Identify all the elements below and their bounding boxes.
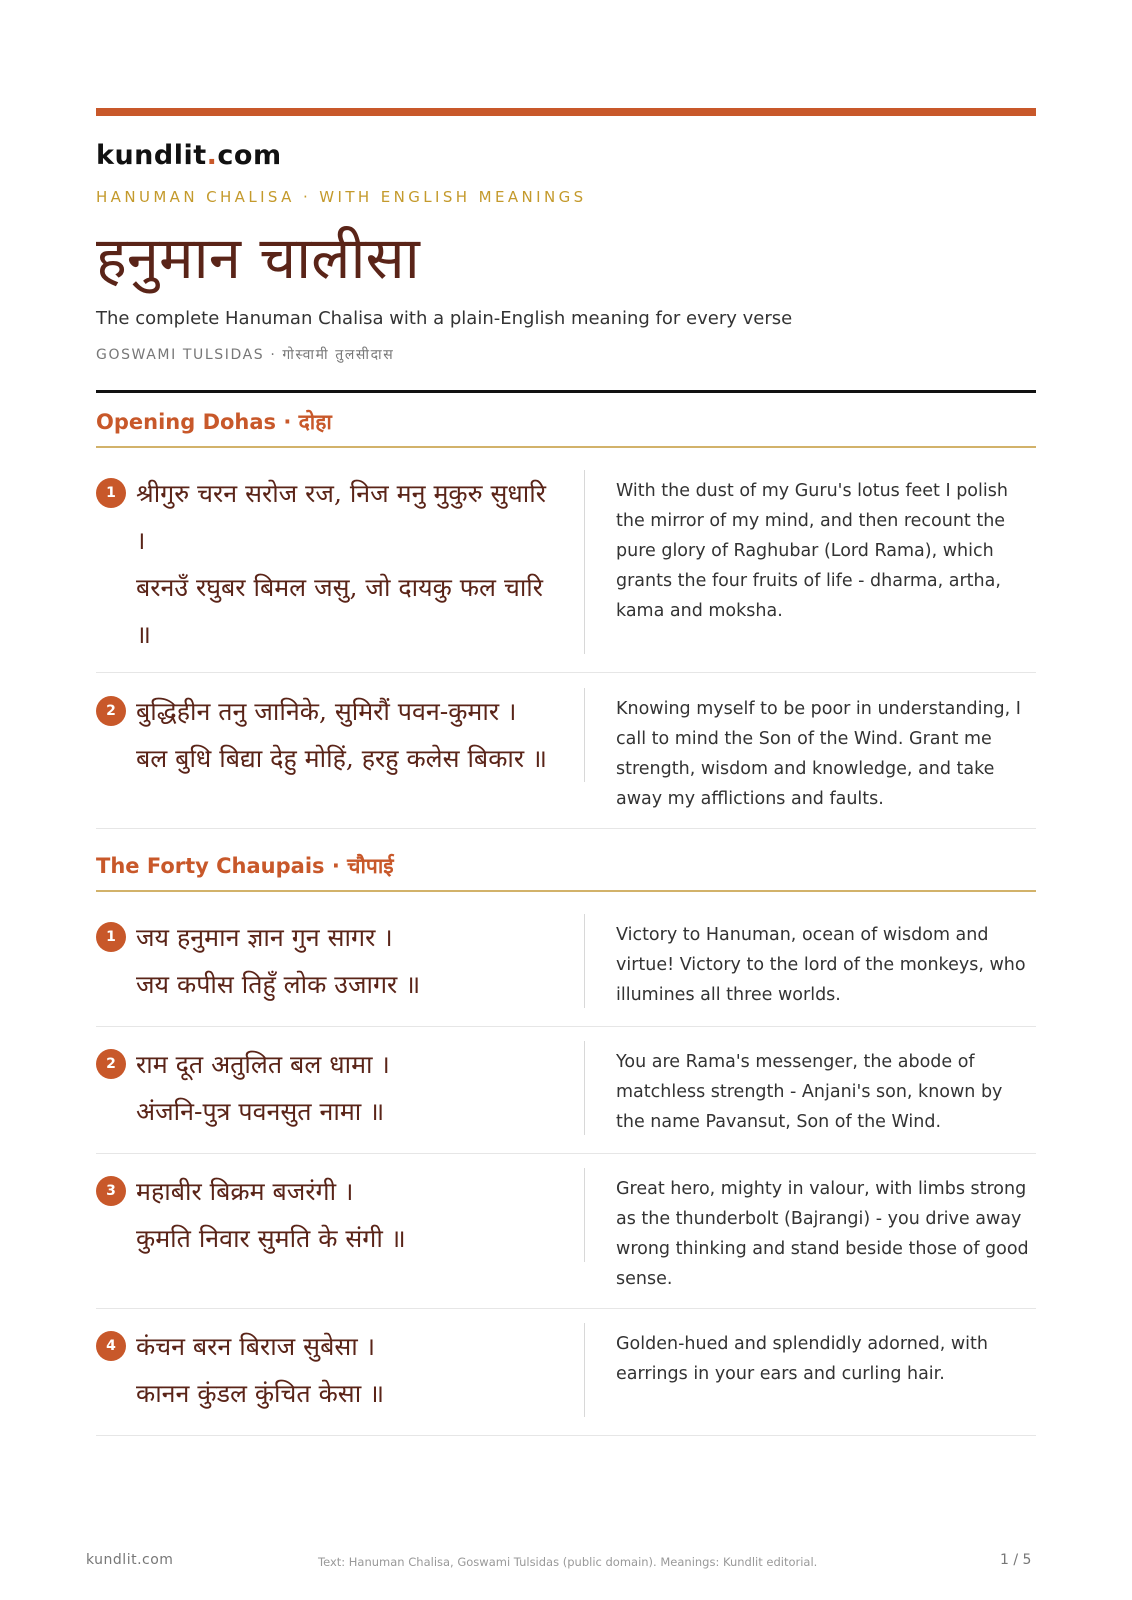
footer-site-link[interactable]: kundlit.com [86, 1552, 174, 1568]
verse-devanagari [136, 688, 556, 782]
column-divider [584, 1323, 585, 1417]
verse-separator [96, 1026, 1036, 1027]
column-divider [584, 914, 585, 1008]
verse-line-1: श्रीगुरु चरन सरोज रज, निज मनु मुकुरु सुधारि । [136, 479, 546, 555]
column-divider [584, 1041, 585, 1135]
verse-meaning: You are Rama's messenger, the abode of matchless strength - Anjani's son, known by the name Pavansut, Son of the Wind. [616, 1052, 1003, 1132]
verse-devanagari [136, 914, 556, 1008]
verse-separator [96, 828, 1036, 829]
verse-line-1: राम दूत अतुलित बल धामा । [136, 1050, 390, 1079]
accent-rule [96, 108, 1036, 116]
verse-devanagari [136, 1041, 556, 1135]
verse-number-badge: 3 [96, 1176, 126, 1206]
verse-separator [96, 1153, 1036, 1154]
section-heading-chaupais [96, 852, 1036, 892]
kicker: HANUMAN CHALISA · WITH ENGLISH MEANINGS [96, 188, 587, 206]
footer-page-number: 1 / 5 [1000, 1552, 1032, 1568]
verse-number-badge: 2 [96, 1049, 126, 1079]
verse-line-2: कुमति निवार सुमति के संगी ॥ [136, 1224, 406, 1253]
verse-line-1: महाबीर बिक्रम बजरंगी । [136, 1177, 354, 1206]
verse-devanagari [136, 1323, 556, 1417]
author-line: GOSWAMI TULSIDAS · गोस्वामी तुलसीदास [96, 347, 395, 363]
section-heading-dohas [96, 408, 1036, 448]
verse-devanagari [136, 1168, 556, 1262]
verse-number-badge: 4 [96, 1331, 126, 1361]
verse-meaning: Victory to Hanuman, ocean of wisdom and virtue! Victory to the lord of the monkeys, who illumines all three worlds. [616, 925, 1026, 1005]
page-subtitle: The complete Hanuman Chalisa with a plain-English meaning for every verse [96, 308, 793, 329]
column-divider [584, 470, 585, 654]
verse-number-badge: 1 [96, 478, 126, 508]
verse-meaning: Golden-hued and splendidly adorned, with earrings in your ears and curling hair. [616, 1334, 988, 1384]
verse-line-2: जय कपीस तिहुँ लोक उजागर ॥ [136, 970, 421, 999]
verse-meaning: With the dust of my Guru's lotus feet I polish the mirror of my mind, and then recount the pure glory of Raghubar (Lord Rama), which grants the four fruits of life - dharma, artha, kama and moksha. [616, 481, 1008, 621]
column-divider [584, 688, 585, 782]
verse-line-1: जय हनुमान ज्ञान गुन सागर । [136, 923, 393, 952]
verse-line-1: कंचन बरन बिराज सुबेसा । [136, 1332, 376, 1361]
verse-line-2: बल बुधि बिद्या देहु मोहिं, हरहु कलेस बिकार ॥ [136, 744, 548, 773]
section-rule [96, 446, 1036, 448]
brand-logo[interactable]: kundlit.com [96, 140, 282, 171]
verse-number-badge: 1 [96, 922, 126, 952]
verse-meaning: Great hero, mighty in valour, with limbs strong as the thunderbolt (Bajrangi) - you drive away wrong thinking and stand beside those of good sense. [616, 1179, 1029, 1289]
section-label: The Forty Chaupais · चौपाई [96, 854, 394, 878]
section-label: Opening Dohas · दोहा [96, 410, 332, 434]
verse-meaning: Knowing myself to be poor in understanding, I call to mind the Son of the Wind. Grant me strength, wisdom and knowledge, and take away my afflictions and faults. [616, 699, 1021, 809]
verse-line-2: कानन कुंडल कुंचित केसा ॥ [136, 1379, 385, 1408]
section-rule [96, 890, 1036, 892]
verse-line-2: अंजनि-पुत्र पवनसुत नामा ॥ [136, 1097, 385, 1126]
verse-separator [96, 672, 1036, 673]
title-rule [96, 390, 1036, 393]
column-divider [584, 1168, 585, 1262]
footer-attribution: Text: Hanuman Chalisa, Goswami Tulsidas (public domain). Meanings: Kundlit editorial. [318, 1555, 818, 1569]
verse-number-badge: 2 [96, 696, 126, 726]
verse-devanagari [136, 470, 556, 658]
verse-separator [96, 1435, 1036, 1436]
page-title: हनुमान चालीसा [96, 224, 420, 292]
verse-line-2: बरनउँ रघुबर बिमल जसु, जो दायकु फल चारि ॥ [136, 573, 544, 649]
verse-separator [96, 1308, 1036, 1309]
verse-line-1: बुद्धिहीन तनु जानिके, सुमिरौं पवन-कुमार । [136, 697, 517, 726]
